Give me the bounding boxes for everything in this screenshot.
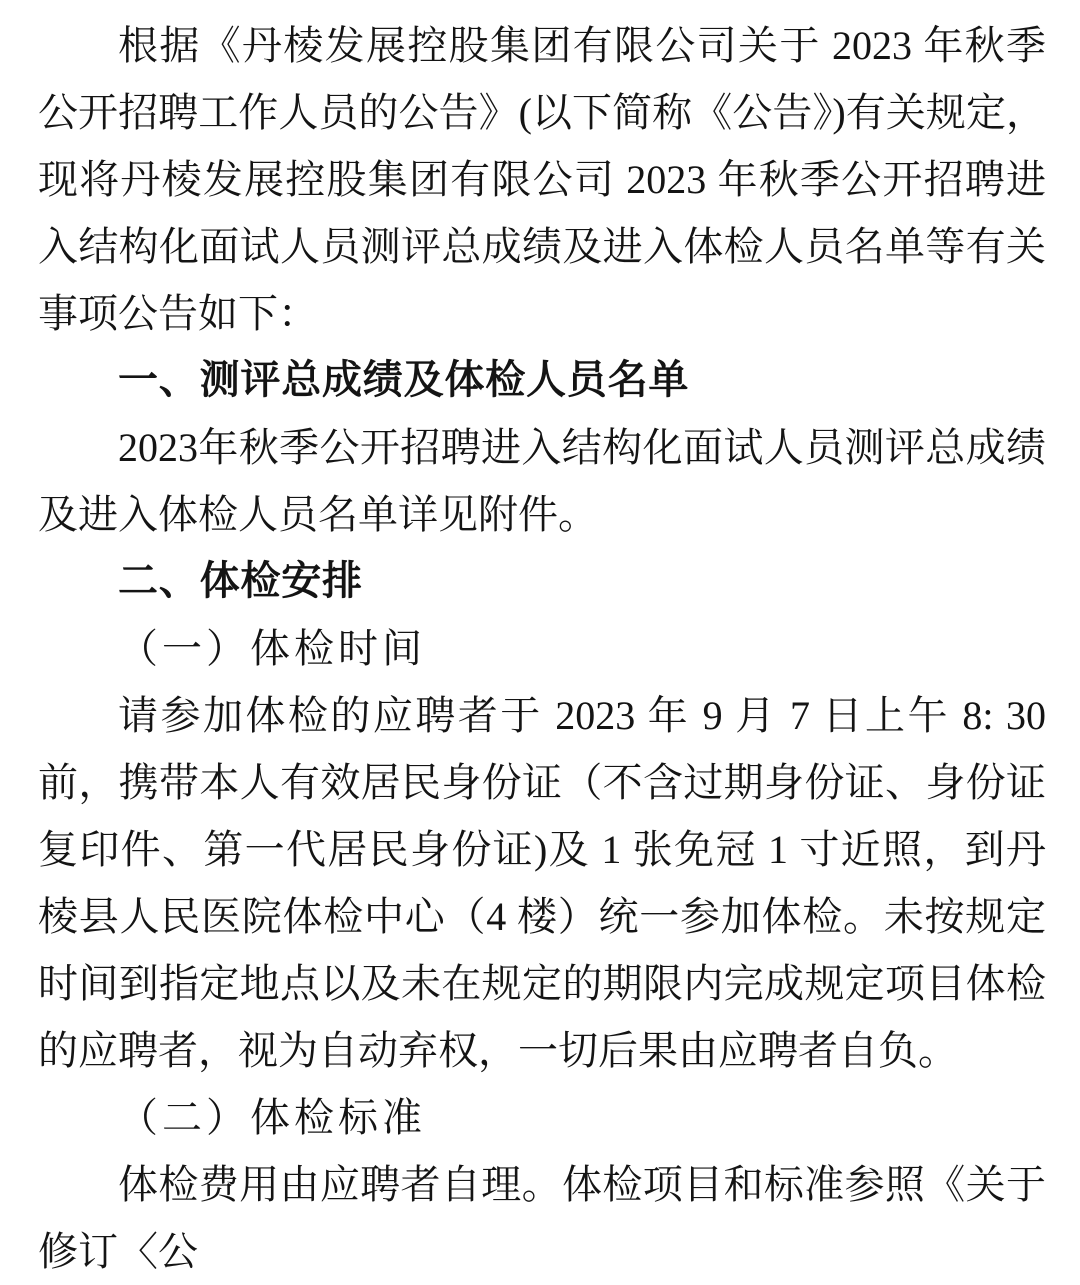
paragraph-checkup-time-details: 请参加体检的应聘者于 2023 年 9 月 7 日上午 8: 30 前，携带本人有效居民身份证（不含过期身份证、身份证复印件、第一代居民身份证)及 1 张免冠 1 寸近照，到丹棱县人民医院体检中心（4 楼）统一参加体检。未按规定时间到指定地点以及未在规定的期限内完成规定项目体检的应聘者，视为自动弃权，一切后果由应聘者自负。 <box>38 693 1046 1073</box>
heading-section-1-scores-and-checkup-list: 一、测评总成绩及体检人员名单 <box>118 358 690 402</box>
paragraph-checkup-standard-details: 体检费用由应聘者自理。体检项目和标准参照《关于修订〈公 <box>38 1162 1046 1274</box>
paragraph-attachment-note: 2023年秋季公开招聘进入结构化面试人员测评总成绩及进入体检人员名单详见附件。 <box>38 425 1046 537</box>
paragraph-intro: 根据《丹棱发展控股集团有限公司关于 2023 年秋季公开招聘工作人员的公告》(以下简称《公告》)有关规定，现将丹棱发展控股集团有限公司 2023 年秋季公开招聘进入结构化面试人员测评总成绩及进入体检人员名单等有关事项公告如下： <box>38 23 1046 336</box>
subheading-checkup-time: （一）体检时间 <box>118 626 426 671</box>
heading-section-2-checkup-arrangement: 二、体检安排 <box>118 559 363 603</box>
subheading-checkup-standard: （二）体检标准 <box>118 1095 426 1140</box>
